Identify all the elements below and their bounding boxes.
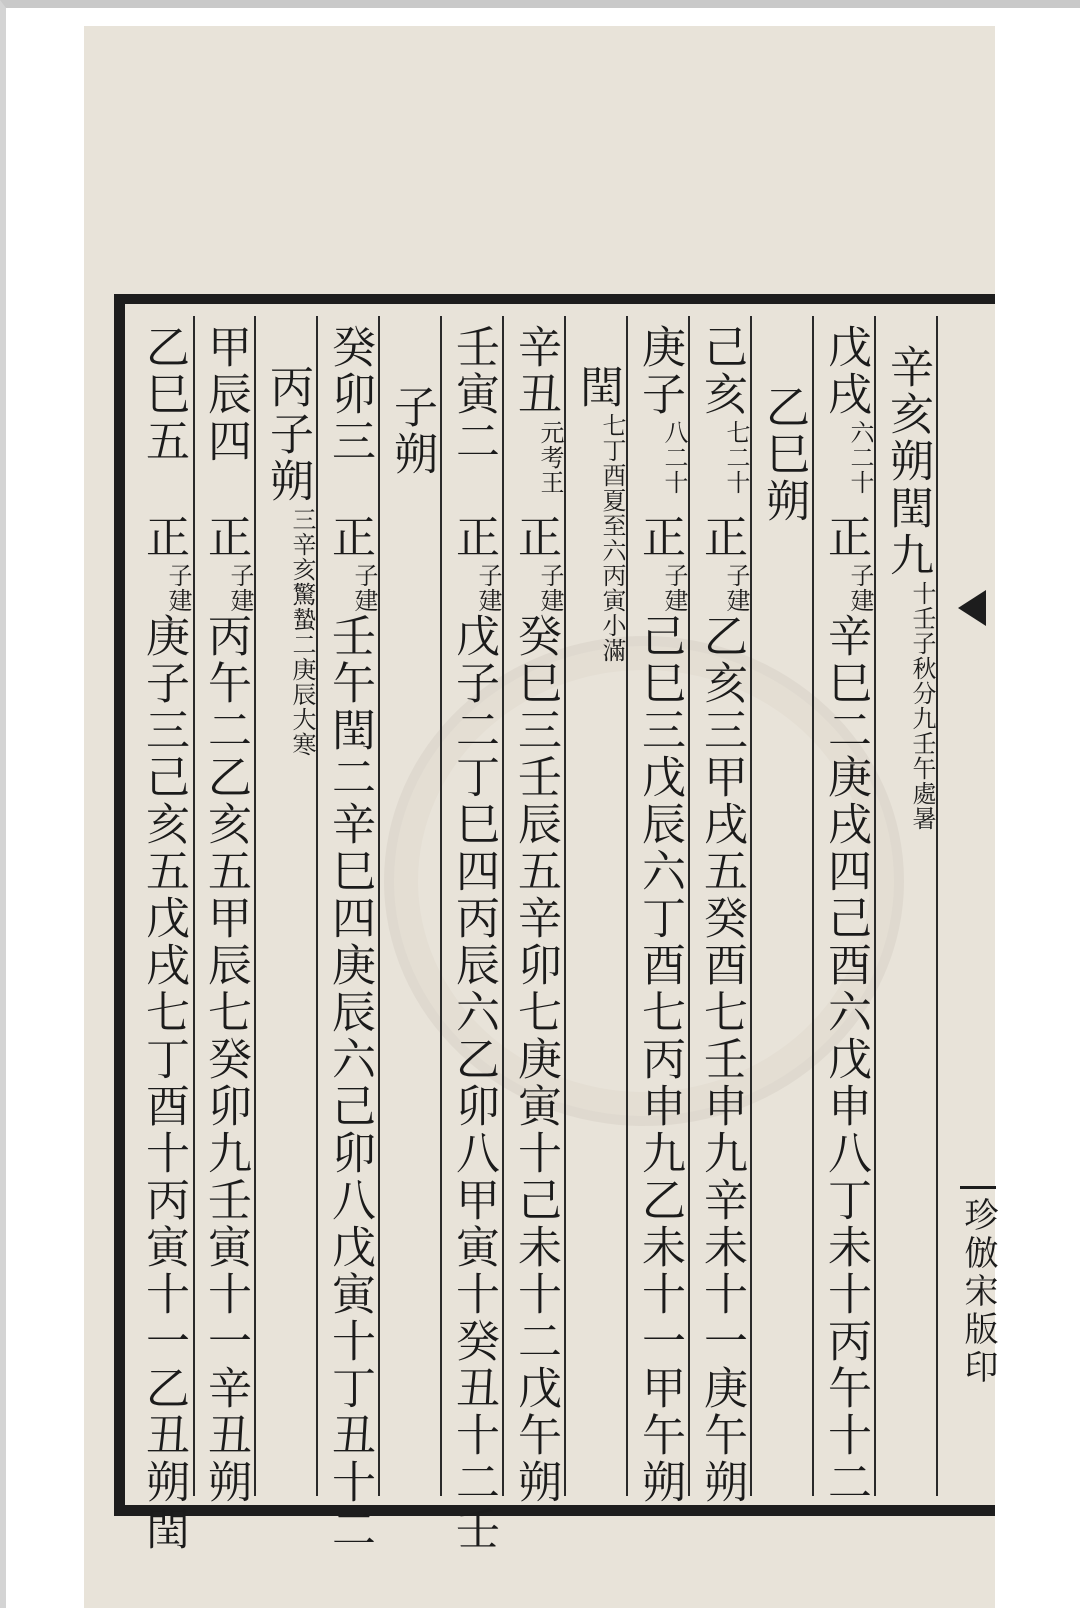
column-rule (193, 316, 195, 1496)
text-column-6: 閏 六丙寅小滿 七丁酉夏至 (572, 364, 626, 663)
text-column-8: 壬寅二 正 建 子 戊子二丁巳四丙辰六乙卯八甲寅十癸丑十二壬 (448, 324, 502, 1553)
text-column-3: 乙巳朔 (758, 384, 809, 525)
column-rule (502, 316, 504, 1496)
column-rule (812, 316, 814, 1496)
block-margin-label: 珍倣宋版印 (960, 1186, 996, 1387)
text-column-1: 辛亥朔閏九 九壬午處暑 十壬子秋分 (882, 344, 936, 831)
column-rule (254, 316, 256, 1496)
text-column-4: 己亥 二十 七 正 建 子 乙亥三甲戌五癸酉七壬申九辛未十一庚午朔 (696, 324, 750, 1506)
column-rule (750, 316, 752, 1496)
column-rule (564, 316, 566, 1496)
text-column-5: 庚子 二十 八 正 建 子 己巳三戊辰六丁酉七丙申九乙未十一甲午朔 (634, 324, 688, 1506)
text-column-11: 丙子朔 二庚辰大寒 三辛亥驚蟄 (262, 364, 316, 757)
column-rule (874, 316, 876, 1496)
text-column-9: 子朔 (386, 384, 437, 478)
text-column-12: 甲辰四 正 建 子 丙午二乙亥五甲辰七癸卯九壬寅十一辛丑朔 (200, 324, 254, 1506)
column-rule (316, 316, 318, 1496)
text-column-7: 辛丑 考王 元 正 建 子 癸巳三壬辰五辛卯七庚寅十己未十二戊午朔 (510, 324, 564, 1506)
column-rule (440, 316, 442, 1496)
column-rule (936, 316, 938, 1496)
column-rule (688, 316, 690, 1496)
text-column-13: 乙巳五 正 建 子 庚子三己亥五戊戌七丁酉十丙寅十一乙丑朔閏 (138, 324, 192, 1553)
column-rule (626, 316, 628, 1496)
text-column-10: 癸卯三 正 建 子 壬午閏二辛巳四庚辰六己卯八戊寅十丁丑十二 (324, 324, 378, 1553)
column-rule (378, 316, 380, 1496)
fishtail-mark-icon (958, 590, 986, 626)
text-column-2: 戊戌 二十 六 正 建 子 辛巳二庚戌四己酉六戊申八丁未十丙午十二 (820, 324, 874, 1506)
